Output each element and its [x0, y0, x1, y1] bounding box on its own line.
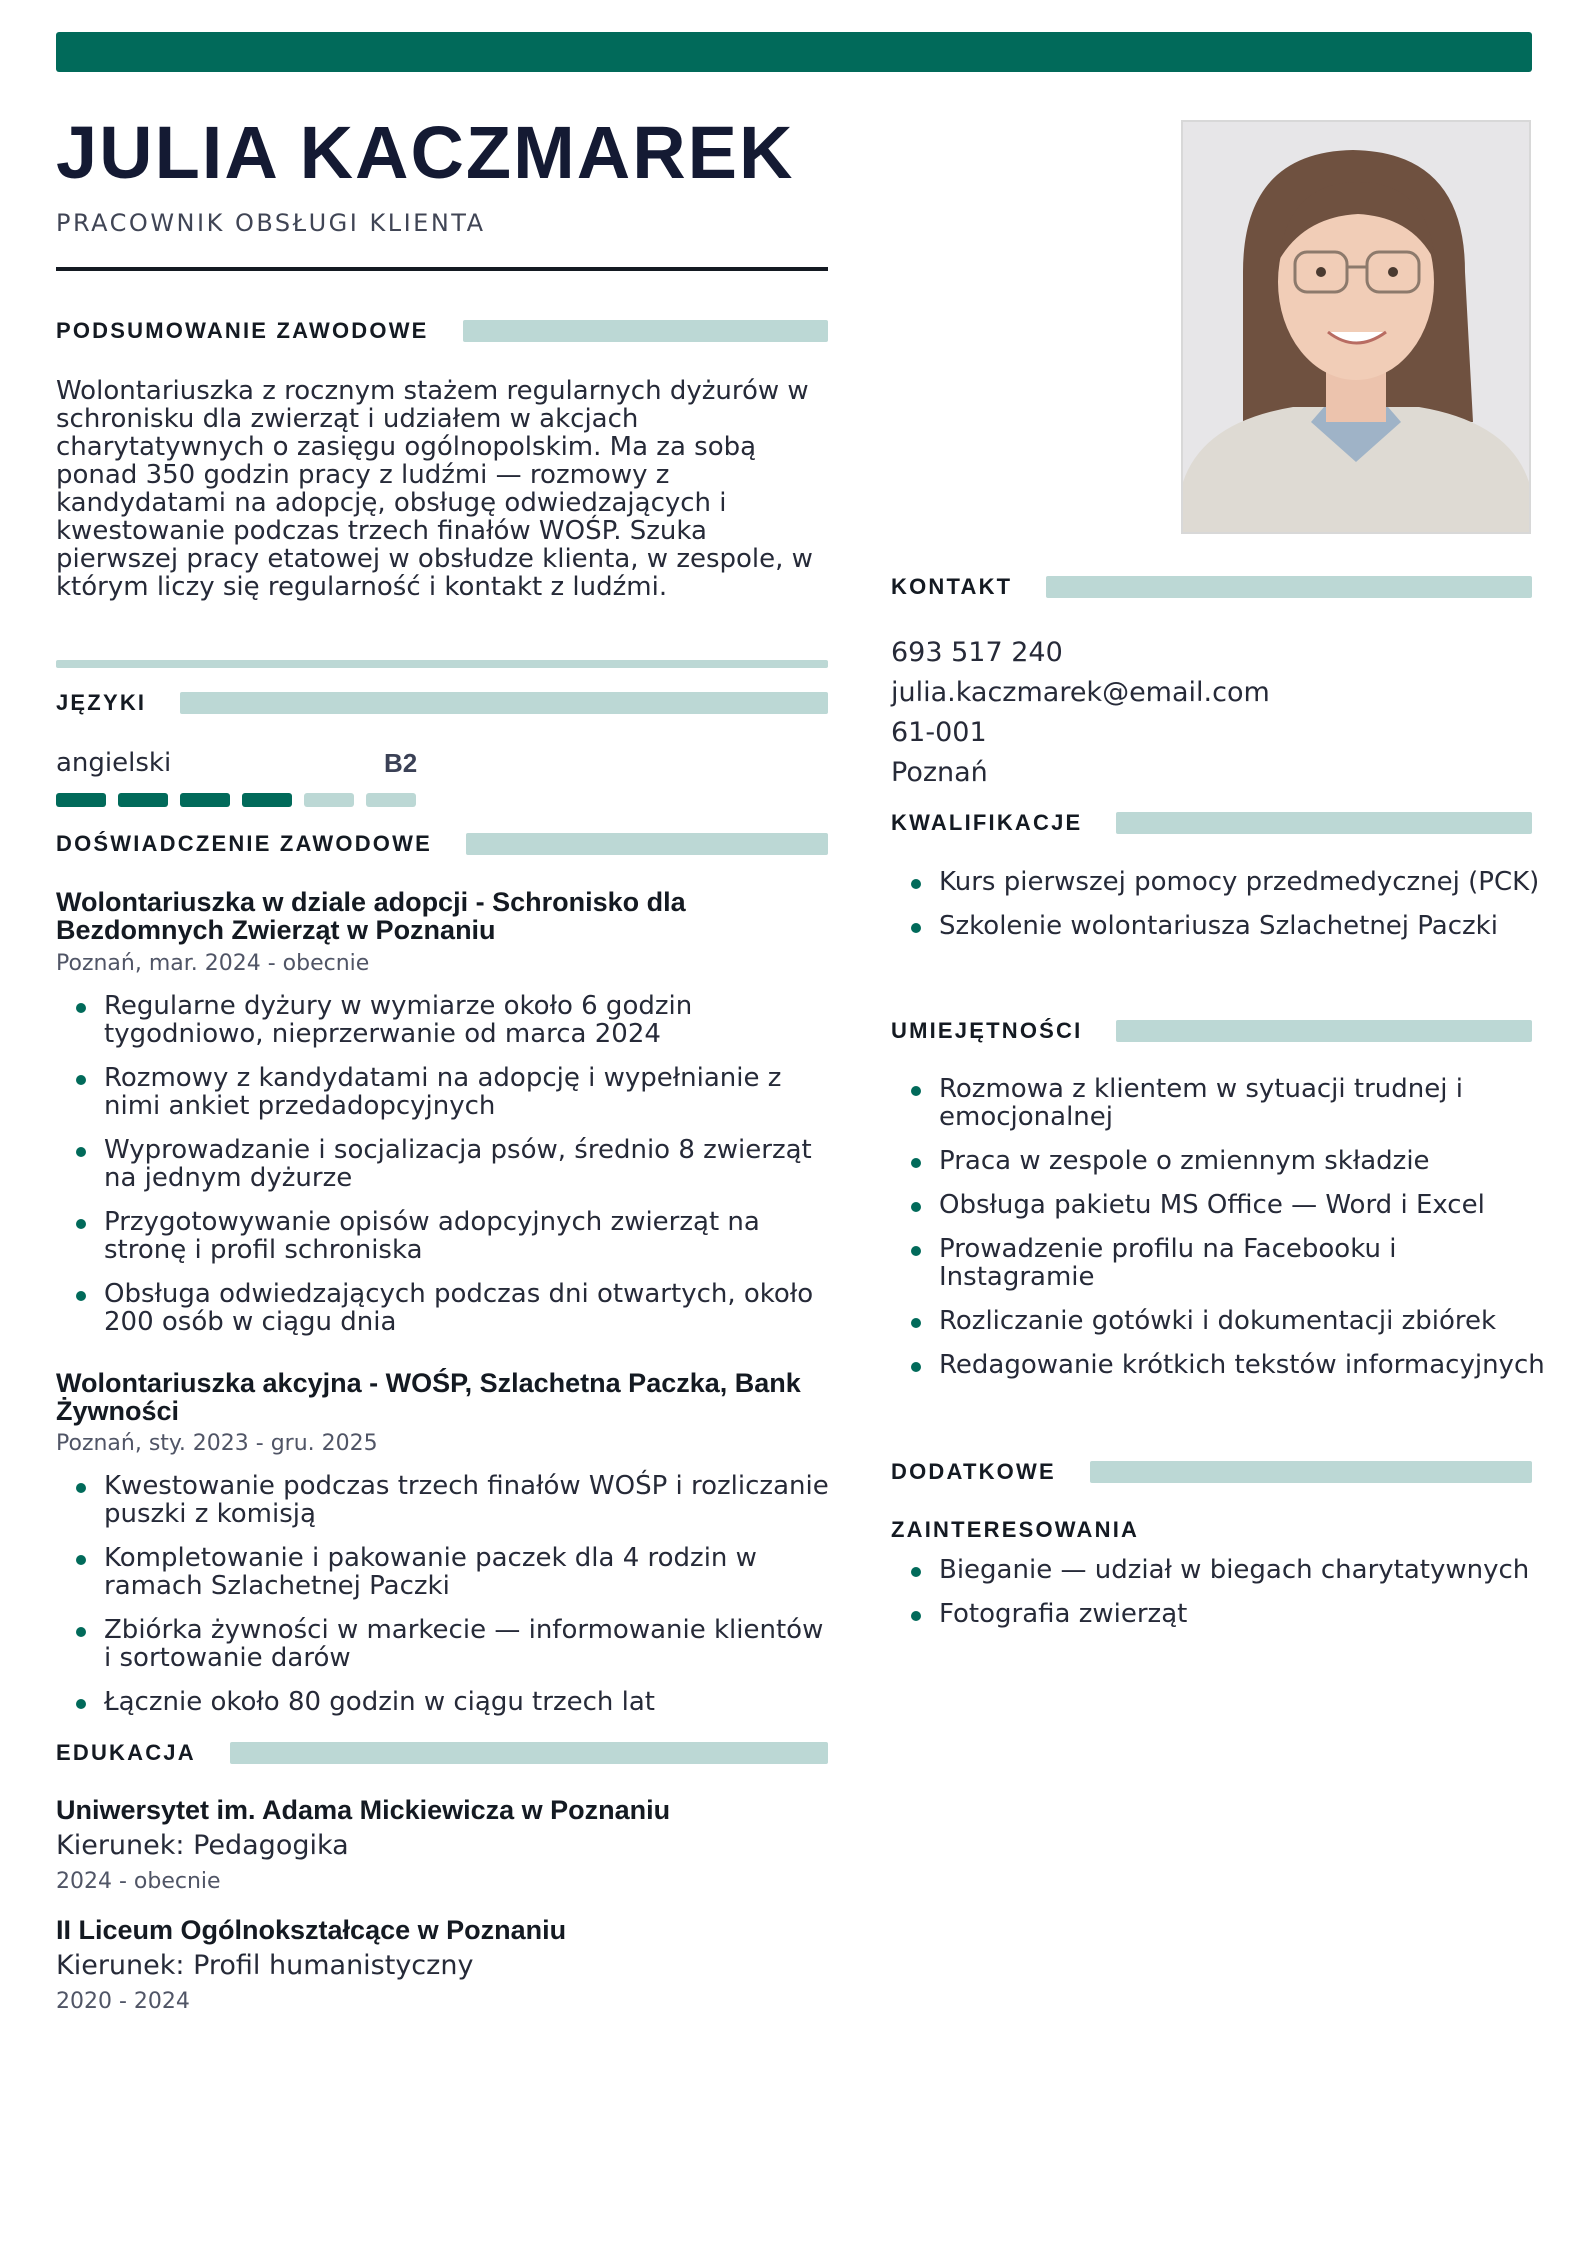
job-bullets	[56, 1472, 836, 1732]
section-bar	[463, 320, 828, 342]
job-meta: Poznań, mar. 2024 - obecnie	[56, 951, 370, 976]
school-field: Kierunek: Pedagogika	[56, 1830, 349, 1861]
job-bullets	[56, 992, 836, 1352]
list-item: Rozmowy z kandydatami na adopcję i wypełnianie z nimi ankiet przedadopcyjnych	[56, 1064, 836, 1120]
section-contact-header	[891, 574, 1532, 600]
language-level-segment	[366, 793, 416, 807]
list-item: Regularne dyżury w wymiarze około 6 godzin tygodniowo, nieprzerwanie od marca 2024	[56, 992, 836, 1048]
section-education-header	[56, 1740, 828, 1766]
list-item: Zbiórka żywności w markecie — informowanie klientów i sortowanie darów	[56, 1616, 836, 1672]
header-divider	[56, 267, 828, 271]
section-bar	[466, 833, 828, 855]
list-item: Obsługa pakietu MS Office — Word i Excel	[891, 1191, 1551, 1219]
list-item: Przygotowywanie opisów adopcyjnych zwierząt na stronę i profil schroniska	[56, 1208, 836, 1264]
section-title: KWALIFIKACJE	[891, 810, 1083, 835]
list-item: Kurs pierwszej pomocy przedmedycznej (PCK)	[891, 868, 1551, 896]
list-item: Łącznie około 80 godzin w ciągu trzech lat	[56, 1688, 836, 1716]
section-bar	[1116, 1020, 1532, 1042]
list-item: Bieganie — udział w biegach charytatywnych	[891, 1556, 1551, 1584]
language-level-segment	[304, 793, 354, 807]
section-summary-header	[56, 318, 828, 344]
section-title: JĘZYKI	[56, 690, 147, 715]
list-item: Praca w zespole o zmiennym składzie	[891, 1147, 1551, 1175]
contact-postal-code: 61-001	[891, 717, 987, 748]
language-level-segment	[242, 793, 292, 807]
section-bar	[180, 692, 828, 714]
list-item: Prowadzenie profilu na Facebooku i Instagramie	[891, 1235, 1551, 1291]
section-title: DODATKOWE	[891, 1459, 1056, 1484]
list-item: Redagowanie krótkich tekstów informacyjnych	[891, 1351, 1551, 1379]
section-experience-header	[56, 831, 828, 857]
summary-text: Wolontariuszka z rocznym stażem regularnych dyżurów w schronisku dla zwierząt i udziałem w akcjach charytatywnych o zasięgu ogólnopolskim. Ma za sobą ponad 350 godzin pracy z ludźmi — rozmowy z kandydatami na adopcję, obsługę odwiedzających i kwestowanie podczas trzech finałów WOŚP. Szuka pierwszej pracy etatowej w obsłudze klienta, w zespole, w którym liczy się regularność i kontakt z ludźmi.	[56, 376, 813, 602]
section-bar	[230, 1742, 828, 1764]
list-item: Rozmowa z klientem w sytuacji trudnej i emocjonalnej	[891, 1075, 1551, 1131]
interests-list	[891, 1556, 1551, 1644]
section-title: PODSUMOWANIE ZAWODOWE	[56, 318, 429, 343]
interests-title: ZAINTERESOWANIA	[891, 1517, 1140, 1542]
list-item: Fotografia zwierząt	[891, 1600, 1551, 1628]
section-skills-header	[891, 1018, 1532, 1044]
school-name: Uniwersytet im. Adama Mickiewicza w Poznaniu	[56, 1795, 671, 1825]
list-item: Rozliczanie gotówki i dokumentacji zbiórek	[891, 1307, 1551, 1335]
top-accent-bar	[56, 32, 1532, 72]
language-level-meter	[56, 793, 416, 807]
language-level-segment	[118, 793, 168, 807]
section-languages-header	[56, 690, 828, 716]
section-title: UMIEJĘTNOŚCI	[891, 1018, 1083, 1043]
list-item: Szkolenie wolontariusza Szlachetnej Paczki	[891, 912, 1551, 940]
language-name: angielski	[56, 748, 172, 778]
section-bar	[1116, 812, 1532, 834]
language-level: B2	[384, 748, 418, 778]
school-dates: 2020 - 2024	[56, 1989, 190, 2014]
section-bar	[1090, 1461, 1532, 1483]
school-name: II Liceum Ogólnokształcące w Poznaniu	[56, 1915, 567, 1945]
contact-phone: 693 517 240	[891, 637, 1063, 668]
section-title: KONTAKT	[891, 574, 1013, 599]
language-level-segment	[56, 793, 106, 807]
section-title: EDUKACJA	[56, 1740, 196, 1765]
candidate-name: JULIA KACZMAREK	[56, 111, 795, 194]
candidate-title: PRACOWNIK OBSŁUGI KLIENTA	[56, 209, 486, 237]
language-level-segment	[180, 793, 230, 807]
school-dates: 2024 - obecnie	[56, 1869, 221, 1894]
contact-city: Poznań	[891, 757, 988, 788]
list-item: Wyprowadzanie i socjalizacja psów, średnio 8 zwierząt na jednym dyżurze	[56, 1136, 836, 1192]
job-title: Wolontariuszka akcyjna - WOŚP, Szlachetna Paczka, Bank Żywności	[56, 1368, 801, 1426]
profile-photo	[1181, 120, 1531, 534]
contact-email: julia.kaczmarek@email.com	[891, 677, 1270, 708]
school-field: Kierunek: Profil humanistyczny	[56, 1950, 474, 1981]
section-additional-header	[891, 1459, 1532, 1485]
list-item: Kompletowanie i pakowanie paczek dla 4 rodzin w ramach Szlachetnej Paczki	[56, 1544, 836, 1600]
list-item: Obsługa odwiedzających podczas dni otwartych, około 200 osób w ciągu dnia	[56, 1280, 836, 1336]
job-title: Wolontariuszka w dziale adopcji - Schronisko dla Bezdomnych Zwierząt w Poznaniu	[56, 887, 686, 945]
section-divider	[56, 660, 828, 668]
section-bar	[1046, 576, 1532, 598]
section-title: DOŚWIADCZENIE ZAWODOWE	[56, 831, 432, 856]
section-qualifications-header	[891, 810, 1532, 836]
qualifications-list	[891, 868, 1551, 956]
skills-list	[891, 1075, 1551, 1395]
job-meta: Poznań, sty. 2023 - gru. 2025	[56, 1431, 378, 1456]
list-item: Kwestowanie podczas trzech finałów WOŚP i rozliczanie puszki z komisją	[56, 1472, 836, 1528]
